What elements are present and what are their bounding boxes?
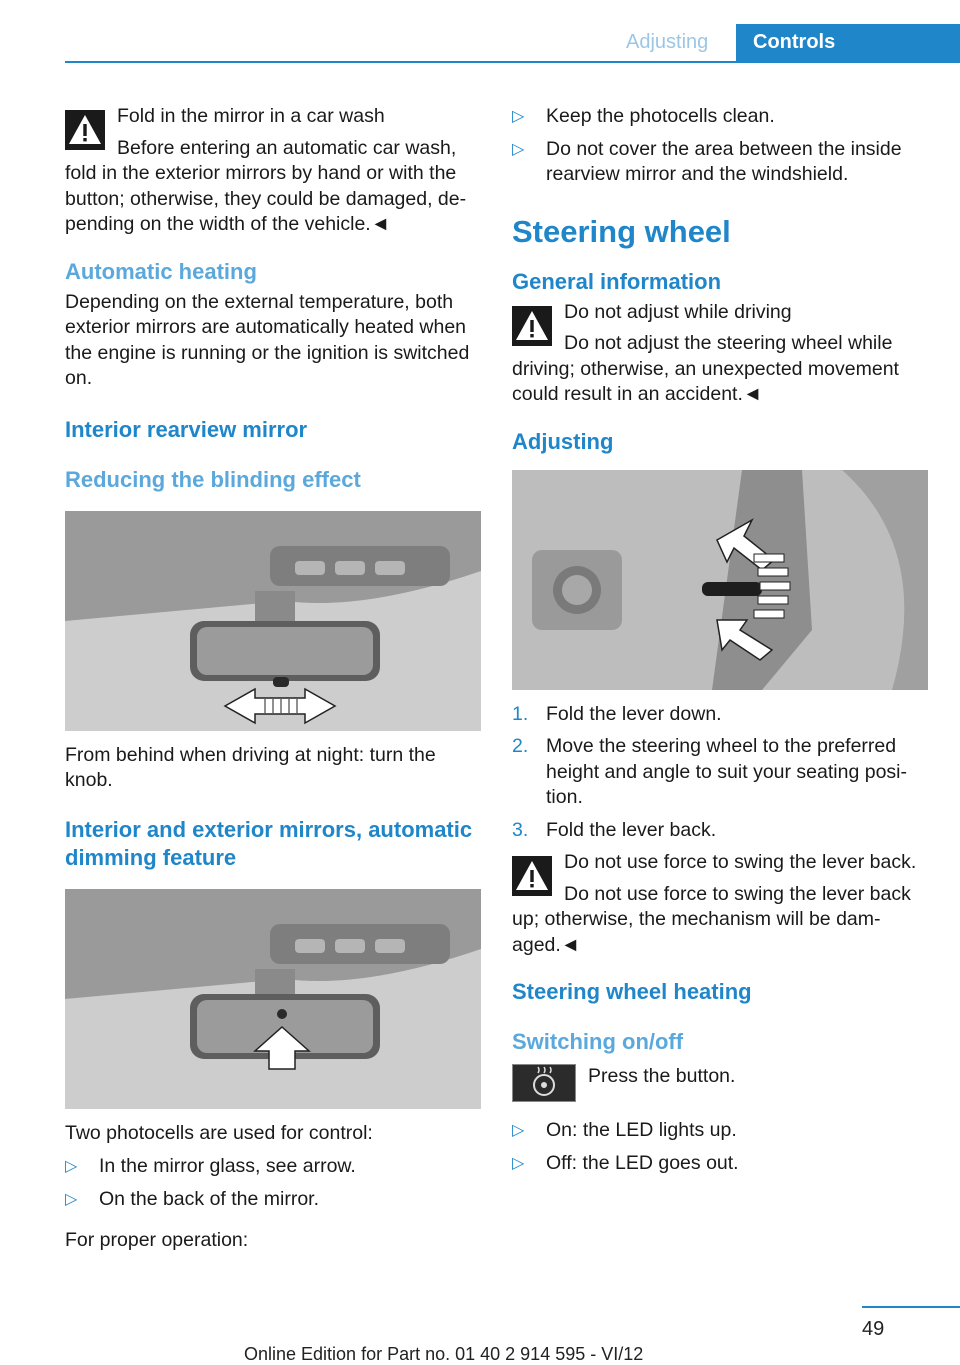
- heading-general-information: General information: [512, 268, 722, 294]
- heading-blinding-effect: Reducing the blinding effect: [65, 466, 361, 492]
- paragraph-turn-knob: From behind when driving at night: turn the knob.: [65, 743, 436, 791]
- page-number: 49: [862, 1318, 885, 1340]
- list-photocells: [65, 1154, 481, 1212]
- warning-title: Do not adjust while driving: [564, 300, 792, 323]
- paragraph-automatic-heating: Depending on the external temperature, both exterior mirrors are automatically heated when the engine is running or the ignition is switched on.: [65, 290, 470, 389]
- warning-triangle-icon: [512, 856, 552, 896]
- list-item: ▷ On: the LED lights up.: [512, 1118, 928, 1144]
- warning-triangle-icon: [65, 110, 105, 150]
- list-item: ▷ Keep the photocells clean.: [512, 104, 928, 130]
- warning-triangle-icon: [512, 306, 552, 346]
- footer-edition: Online Edition for Part no. 01 40 2 914 595 - VI/12: [244, 1344, 644, 1364]
- mirror-knob-illustration: [65, 511, 481, 731]
- list-item: ▷ Off: the LED goes out.: [512, 1151, 928, 1177]
- heading-switching-on-off: Switching on/off: [512, 1029, 684, 1054]
- warning-carwash: [65, 104, 481, 238]
- warning-body: Do not use force to swing the lever back up; otherwise, the mechanism will be dam-aged.◄: [512, 882, 911, 956]
- triangle-bullet-icon: ▷: [65, 1158, 78, 1175]
- steering-wheel-heating-button-icon: [512, 1064, 576, 1102]
- warning-title: Do not use force to swing the lever back.: [564, 851, 917, 873]
- list-item: ▷ In the mirror glass, see arrow.: [65, 1154, 481, 1180]
- heating-symbol-icon: [513, 1065, 575, 1101]
- heading-automatic-dimming: Interior and exterior mirrors, automatic dimming feature: [65, 816, 473, 870]
- list-item: 2. Move the steering wheel to the preferred height and angle to suit your seating posi-tion.: [512, 735, 907, 808]
- warning-body: Before entering an automatic car wash, fold in the exterior mirrors by hand or with the button; otherwise, they could be damaged, de-pending on the width of the vehicle.◄: [65, 136, 467, 235]
- triangle-bullet-icon: ▷: [512, 1154, 525, 1172]
- footer-rule: [862, 1306, 960, 1308]
- triangle-bullet-icon: ▷: [512, 1122, 525, 1139]
- mirror-photocell-illustration: [65, 889, 481, 1109]
- paragraph-proper-operation: For proper operation:: [65, 1229, 249, 1251]
- heating-button-instruction: [512, 1062, 928, 1108]
- list-proper-operation: [512, 104, 928, 188]
- heading-steering-wheel: Steering wheel: [512, 213, 731, 249]
- triangle-bullet-icon: ▷: [512, 140, 525, 158]
- triangle-bullet-icon: ▷: [65, 1190, 78, 1208]
- list-item: 1. Fold the lever down.: [512, 702, 722, 725]
- warning-title: Fold in the mirror in a car wash: [117, 105, 385, 127]
- left-column: [65, 104, 481, 1254]
- heading-automatic-heating: Automatic heating: [65, 258, 257, 284]
- figure-mirror-photocell: [65, 889, 481, 1109]
- list-item: ▷ Do not cover the area between the inside rearview mirror and the windshield.: [512, 137, 902, 185]
- list-item: ▷ On the back of the mirror.: [65, 1187, 481, 1213]
- header-section: Adjusting: [626, 31, 709, 53]
- header-rule: [65, 61, 960, 63]
- paragraph-photocells: Two photocells are used for control:: [65, 1121, 373, 1144]
- heading-adjusting: Adjusting: [512, 428, 614, 454]
- triangle-bullet-icon: ▷: [512, 108, 525, 125]
- warning-force: [512, 850, 928, 958]
- heading-interior-mirror: Interior rearview mirror: [65, 416, 308, 442]
- list-item: 3. Fold the lever back.: [512, 818, 717, 841]
- warning-body: Do not adjust the steering wheel while driving; otherwise, an unexpected movement could result in an accident.◄: [512, 332, 899, 405]
- figure-mirror-knob: [65, 511, 481, 731]
- heading-steering-wheel-heating: Steering wheel heating: [512, 979, 752, 1004]
- list-led-status: [512, 1118, 928, 1176]
- paragraph-press-button: Press the button.: [588, 1065, 736, 1087]
- header-chapter-tab: Controls: [736, 24, 960, 62]
- warning-driving: [512, 300, 928, 408]
- right-column: [512, 104, 928, 1183]
- list-adjust-steps: [512, 702, 928, 844]
- steering-lever-illustration: [512, 470, 928, 690]
- figure-steering-lever: [512, 470, 928, 690]
